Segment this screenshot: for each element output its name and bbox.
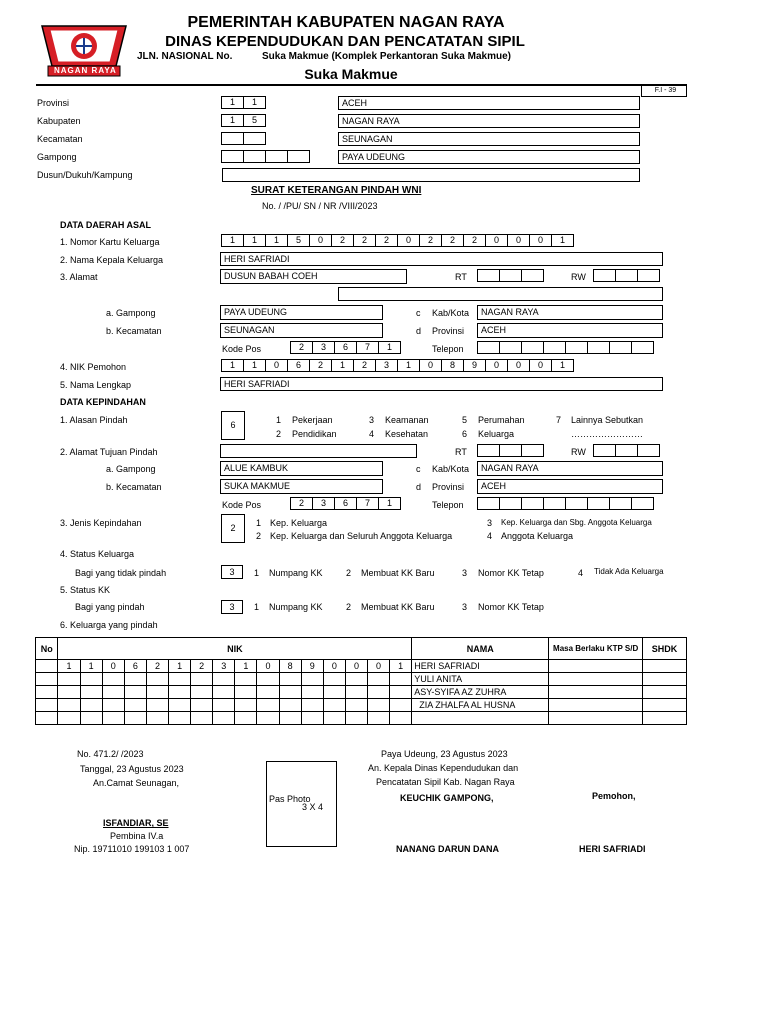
digit-cell: 6 bbox=[334, 497, 357, 510]
tujuan-kodepos bbox=[291, 497, 401, 510]
empty-cell bbox=[323, 712, 345, 725]
nik-digit-cell bbox=[213, 673, 235, 686]
kk-label: 1. Nomor Kartu Keluarga bbox=[60, 237, 160, 247]
status-option-number: 2 bbox=[346, 602, 352, 612]
tidak-pindah-label: Bagi yang tidak pindah bbox=[75, 568, 167, 578]
digit-cell: 2 bbox=[353, 234, 376, 247]
nik-digit-cell: 2 bbox=[146, 660, 168, 673]
nik-digit-cell: 9 bbox=[301, 660, 323, 673]
nik-number bbox=[222, 359, 574, 372]
nik-digit-cell bbox=[279, 673, 301, 686]
empty-cell bbox=[642, 712, 686, 725]
rt-label: RT bbox=[455, 272, 467, 282]
alamat-value: DUSUN BABAH COEH bbox=[220, 269, 407, 284]
asal-telepon-cells bbox=[478, 341, 654, 354]
asal-prov-value: ACEH bbox=[477, 323, 663, 338]
empty-cell bbox=[124, 712, 146, 725]
jenis-value: 2 bbox=[221, 514, 245, 543]
ktp-cell bbox=[549, 686, 643, 699]
nik-digit-cell: 2 bbox=[191, 660, 213, 673]
asal-gampong-value: PAYA UDEUNG bbox=[220, 305, 383, 320]
digit-cell: 2 bbox=[309, 359, 332, 372]
nik-digit-cell bbox=[213, 686, 235, 699]
digit-cell: 1 bbox=[551, 359, 574, 372]
pemohon-name: HERI SAFRIADI bbox=[579, 844, 646, 854]
digit-cell: 2 bbox=[441, 234, 464, 247]
alasan-option-number: 4 bbox=[369, 429, 375, 439]
empty-cell bbox=[36, 712, 58, 725]
nik-digit-cell: 0 bbox=[257, 660, 279, 673]
digit-cell: 1 bbox=[378, 497, 401, 510]
tujuan-label: 2. Alamat Tujuan Pindah bbox=[60, 447, 158, 457]
jenis-opt2: Kep. Keluarga dan Seluruh Anggota Keluarga bbox=[270, 531, 453, 541]
jenis-opt1-n: 1 bbox=[256, 518, 262, 528]
nik-digit-cell bbox=[80, 673, 102, 686]
nik-digit-cell bbox=[213, 699, 235, 712]
digit-cell: 6 bbox=[287, 359, 310, 372]
asal-kab-prefix: c bbox=[416, 308, 421, 318]
digit-cell: 0 bbox=[485, 359, 508, 372]
nik-digit-cell bbox=[368, 673, 390, 686]
nama-cell: ZIA ZHALFA AL HUSNA bbox=[412, 699, 549, 712]
nik-digit-cell bbox=[235, 686, 257, 699]
footer-camat: An.Camat Seunagan, bbox=[93, 778, 180, 788]
tujuan-rt-label: RT bbox=[455, 447, 467, 457]
digit-cell: 0 bbox=[309, 234, 332, 247]
nik-digit-cell bbox=[124, 699, 146, 712]
table-header bbox=[36, 638, 687, 660]
section-pindah: DATA KEPINDAHAN bbox=[60, 397, 146, 407]
digit-cell: 2 bbox=[353, 359, 376, 372]
nik-digit-cell: 6 bbox=[124, 660, 146, 673]
nik-digit-cell bbox=[390, 699, 412, 712]
nik-digit-cell bbox=[390, 673, 412, 686]
digit-cell: 3 bbox=[375, 359, 398, 372]
digit-cell: 0 bbox=[529, 234, 552, 247]
nik-digit-cell: 0 bbox=[323, 660, 345, 673]
nik-digit-cell bbox=[257, 699, 279, 712]
col-no: No bbox=[36, 638, 58, 660]
nik-digit-cell bbox=[169, 699, 191, 712]
nik-digit-cell bbox=[323, 699, 345, 712]
alamat-line2 bbox=[338, 287, 663, 301]
empty-cell bbox=[279, 712, 301, 725]
header-line2: DINAS KEPENDUDUKAN DAN PENCATATAN SIPIL bbox=[165, 33, 525, 50]
status-kk-label: 5. Status KK bbox=[60, 585, 111, 595]
kabupaten-label: Kabupaten bbox=[37, 116, 81, 126]
jenis-opt1: Kep. Keluarga bbox=[270, 518, 328, 528]
col-nama: NAMA bbox=[412, 638, 549, 660]
nik-digit-cell bbox=[301, 699, 323, 712]
asal-kodepos-label: Kode Pos bbox=[222, 344, 262, 354]
nik-digit-cell bbox=[169, 686, 191, 699]
tujuan-kab-prefix: c bbox=[416, 464, 421, 474]
nik-digit-cell bbox=[80, 686, 102, 699]
pas-photo-label: Pas Photo bbox=[269, 794, 311, 804]
nik-digit-cell bbox=[235, 699, 257, 712]
digit-cell: 1 bbox=[331, 359, 354, 372]
gampong-code bbox=[222, 150, 310, 163]
alasan-option-number: 3 bbox=[369, 415, 375, 425]
nik-digit-cell bbox=[301, 673, 323, 686]
shdk-cell bbox=[642, 673, 686, 686]
col-nik: NIK bbox=[58, 638, 412, 660]
status-keluarga-label: 4. Status Keluarga bbox=[60, 549, 135, 559]
nik-digit-cell: 3 bbox=[213, 660, 235, 673]
empty-cell bbox=[549, 712, 643, 725]
digit-cell: 2 bbox=[463, 234, 486, 247]
jenis-label: 3. Jenis Kepindahan bbox=[60, 518, 142, 528]
digit-cell: 2 bbox=[375, 234, 398, 247]
header-address-a: JLN. NASIONAL No. bbox=[137, 51, 233, 62]
footer-an1: An. Kepala Dinas Kependudukan dan bbox=[368, 763, 519, 773]
alasan-option-number: 6 bbox=[462, 429, 468, 439]
col-ktp: Masa Berlaku KTP S/D bbox=[549, 638, 643, 660]
logo bbox=[38, 22, 130, 78]
tujuan-kec-label: b. Kecamatan bbox=[106, 482, 162, 492]
tujuan-rw-label: RW bbox=[571, 447, 586, 457]
gampong-label: Gampong bbox=[37, 152, 77, 162]
logo-text: NAGAN RAYA bbox=[54, 66, 117, 75]
footer-an2: Pencatatan Sipil Kab. Nagan Raya bbox=[376, 777, 515, 787]
nik-digit-cell bbox=[279, 699, 301, 712]
kabupaten-value: NAGAN RAYA bbox=[338, 114, 640, 128]
digit-cell: 0 bbox=[507, 359, 530, 372]
nama-value: HERI SAFRIADI bbox=[220, 377, 663, 391]
keuchik-title: KEUCHIK GAMPONG, bbox=[400, 793, 494, 803]
tujuan-rt-cells bbox=[478, 444, 544, 457]
tujuan-gampong-value: ALUE KAMBUK bbox=[220, 461, 383, 476]
nik-digit-cell bbox=[257, 673, 279, 686]
nik-digit-cell bbox=[323, 673, 345, 686]
keuchik-name: NANANG DARUN DANA bbox=[396, 844, 499, 854]
digit-cell: 7 bbox=[356, 497, 379, 510]
table-row bbox=[36, 699, 687, 712]
alasan-option-number: 1 bbox=[276, 415, 282, 425]
nik-label: 4. NIK Pemohon bbox=[60, 362, 127, 372]
empty-cell bbox=[80, 712, 102, 725]
alamat-label: 3. Alamat bbox=[60, 272, 98, 282]
status-option-label: Membuat KK Baru bbox=[361, 568, 435, 578]
asal-kec-value: SEUNAGAN bbox=[220, 323, 383, 338]
status-option-label: Nomor KK Tetap bbox=[478, 602, 544, 612]
nik-digit-cell bbox=[257, 686, 279, 699]
digit-cell: 2 bbox=[331, 234, 354, 247]
shdk-cell bbox=[642, 686, 686, 699]
keluarga-pindah-label: 6. Keluarga yang pindah bbox=[60, 620, 158, 630]
pas-photo-size: 3 X 4 bbox=[302, 802, 324, 812]
footer-no: No. 471.2/ /2023 bbox=[77, 749, 144, 759]
nik-digit-cell: 1 bbox=[58, 660, 80, 673]
nik-digit-cell bbox=[345, 673, 367, 686]
alasan-option-label: Pendidikan bbox=[292, 429, 337, 439]
yang-pindah-value: 3 bbox=[221, 600, 243, 614]
digit-cell: 0 bbox=[485, 234, 508, 247]
digit-cell: 1 bbox=[551, 234, 574, 247]
nama-label: 5. Nama Lengkap bbox=[60, 380, 132, 390]
nik-digit-cell bbox=[279, 686, 301, 699]
asal-kodepos bbox=[291, 341, 401, 354]
tujuan-prov-prefix: d bbox=[416, 482, 422, 492]
nik-digit-cell: 1 bbox=[169, 660, 191, 673]
status-option-number: 3 bbox=[462, 568, 468, 578]
digit-cell: 0 bbox=[419, 359, 442, 372]
kk-number bbox=[222, 234, 574, 247]
nik-digit-cell: 1 bbox=[80, 660, 102, 673]
dusun-value bbox=[222, 168, 640, 182]
empty-cell bbox=[301, 712, 323, 725]
form-code: F.I - 39 bbox=[641, 84, 687, 97]
nik-digit-cell bbox=[345, 686, 367, 699]
provinsi-value: ACEH bbox=[338, 96, 640, 110]
alasan-option-label: Keluarga bbox=[478, 429, 515, 439]
ktp-cell bbox=[549, 660, 643, 673]
digit-cell: 1 bbox=[221, 359, 244, 372]
asal-gampong-label: a. Gampong bbox=[106, 308, 156, 318]
row-no-cell bbox=[36, 660, 58, 673]
gampong-value: PAYA UDEUNG bbox=[338, 150, 640, 164]
nik-digit-cell bbox=[301, 686, 323, 699]
tujuan-rw-cells bbox=[594, 444, 660, 457]
tujuan-kab-value: NAGAN RAYA bbox=[477, 461, 663, 476]
asal-kec-label: b. Kecamatan bbox=[106, 326, 162, 336]
rt-cells bbox=[478, 269, 544, 282]
digit-cell: 6 bbox=[334, 341, 357, 354]
table-row bbox=[36, 673, 687, 686]
status-option-label: Numpang KK bbox=[269, 602, 323, 612]
tujuan-gampong-label: a. Gampong bbox=[106, 464, 156, 474]
provinsi-label: Provinsi bbox=[37, 98, 70, 108]
nik-digit-cell: 8 bbox=[279, 660, 301, 673]
tujuan-prov-label: Provinsi bbox=[432, 482, 465, 492]
digit-cell: 2 bbox=[290, 341, 313, 354]
header-line1: PEMERINTAH KABUPATEN NAGAN RAYA bbox=[187, 14, 505, 31]
pemohon-title: Pemohon, bbox=[592, 791, 636, 801]
digit-cell: 1 bbox=[221, 234, 244, 247]
empty-cell bbox=[191, 712, 213, 725]
nik-digit-cell bbox=[80, 699, 102, 712]
empty-cell bbox=[412, 712, 549, 725]
status-option-number: 4 bbox=[578, 568, 584, 578]
tujuan-kab-label: Kab/Kota bbox=[432, 464, 470, 474]
digit-cell: 2 bbox=[419, 234, 442, 247]
ktp-cell bbox=[549, 673, 643, 686]
asal-kab-label: Kab/Kota bbox=[432, 308, 470, 318]
nik-digit-cell bbox=[368, 686, 390, 699]
asal-telepon-label: Telepon bbox=[432, 344, 464, 354]
tujuan-telepon-cells bbox=[478, 497, 654, 510]
header-address-b: Suka Makmue (Komplek Perkantoran Suka Makmue) bbox=[262, 51, 511, 62]
digit-cell: 2 bbox=[290, 497, 313, 510]
digit-cell: 3 bbox=[312, 341, 335, 354]
rw-label: RW bbox=[571, 272, 586, 282]
nama-cell: ASY-SYIFA AZ ZUHRA bbox=[412, 686, 549, 699]
nik-digit-cell bbox=[191, 673, 213, 686]
provinsi-code: 1 1 bbox=[222, 96, 266, 109]
empty-cell bbox=[345, 712, 367, 725]
jenis-opt3: Kep. Keluarga dan Sbg. Anggota Keluarga bbox=[501, 518, 652, 527]
nik-digit-cell bbox=[102, 686, 124, 699]
nik-digit-cell bbox=[368, 699, 390, 712]
kepala-value: HERI SAFRIADI bbox=[220, 252, 663, 266]
digit-cell: 7 bbox=[356, 341, 379, 354]
camat-nip: Nip. 19711010 199103 1 007 bbox=[74, 844, 190, 854]
status-option-number: 2 bbox=[346, 568, 352, 578]
empty-cell bbox=[390, 712, 412, 725]
digit-cell: 1 bbox=[397, 359, 420, 372]
nik-digit-cell: 1 bbox=[235, 660, 257, 673]
alasan-option-number: 2 bbox=[276, 429, 282, 439]
alasan-option-label: Kesehatan bbox=[385, 429, 429, 439]
status-option-number: 3 bbox=[462, 602, 468, 612]
empty-cell bbox=[58, 712, 80, 725]
table-row bbox=[36, 686, 687, 699]
nik-digit-cell bbox=[235, 673, 257, 686]
digit-cell: 3 bbox=[312, 497, 335, 510]
alasan-option-label: Keamanan bbox=[385, 415, 429, 425]
nik-digit-cell bbox=[146, 673, 168, 686]
jenis-opt3-n: 3 bbox=[487, 518, 493, 528]
nik-digit-cell bbox=[191, 686, 213, 699]
nik-digit-cell: 0 bbox=[102, 660, 124, 673]
empty-cell bbox=[213, 712, 235, 725]
rw-cells bbox=[594, 269, 660, 282]
alasan-option-label: Perumahan bbox=[478, 415, 525, 425]
tujuan-kec-value: SUKA MAKMUE bbox=[220, 479, 383, 494]
tujuan-prov-value: ACEH bbox=[477, 479, 663, 494]
kecamatan-label: Kecamatan bbox=[37, 134, 83, 144]
row-no-cell bbox=[36, 699, 58, 712]
status-option-number: 1 bbox=[254, 568, 260, 578]
status-option-label: Nomor KK Tetap bbox=[478, 568, 544, 578]
kabupaten-code: 1 5 bbox=[222, 114, 266, 127]
digit-cell: 1 bbox=[265, 234, 288, 247]
nik-digit-cell bbox=[58, 699, 80, 712]
nik-digit-cell bbox=[169, 673, 191, 686]
empty-cell bbox=[146, 712, 168, 725]
jenis-opt4-n: 4 bbox=[487, 531, 493, 541]
empty-cell bbox=[257, 712, 279, 725]
alasan-value: 6 bbox=[221, 411, 245, 440]
camat-pangkat: Pembina IV.a bbox=[110, 831, 164, 841]
nik-digit-cell bbox=[102, 673, 124, 686]
shdk-cell bbox=[642, 660, 686, 673]
alasan-option-label: Lainnya Sebutkan bbox=[571, 415, 644, 425]
digit-cell: 0 bbox=[529, 359, 552, 372]
empty-cell bbox=[102, 712, 124, 725]
nik-digit-cell bbox=[345, 699, 367, 712]
header-divider bbox=[36, 84, 686, 86]
alasan-option-number: 7 bbox=[556, 415, 562, 425]
kecamatan-value: SEUNAGAN bbox=[338, 132, 640, 146]
alasan-option-label: Pekerjaan bbox=[292, 415, 333, 425]
digit-cell: 0 bbox=[507, 234, 530, 247]
jenis-opt4: Anggota Keluarga bbox=[501, 531, 574, 541]
status-option-label: Tidak Ada Keluarga bbox=[594, 567, 664, 576]
header-line4: Suka Makmue bbox=[304, 66, 398, 82]
keluarga-table bbox=[35, 637, 687, 725]
row-no-cell bbox=[36, 673, 58, 686]
tujuan-value bbox=[220, 444, 417, 458]
yang-pindah-label: Bagi yang pindah bbox=[75, 602, 145, 612]
dusun-label: Dusun/Dukuh/Kampung bbox=[37, 170, 133, 180]
digit-cell: 8 bbox=[441, 359, 464, 372]
alasan-option-label: …………………… bbox=[571, 429, 643, 439]
digit-cell: 1 bbox=[243, 234, 266, 247]
col-shdk: SHDK bbox=[642, 638, 686, 660]
form-title: SURAT KETERANGAN PINDAH WNI bbox=[251, 185, 422, 196]
ktp-cell bbox=[549, 699, 643, 712]
empty-cell bbox=[235, 712, 257, 725]
footer-place-date: Paya Udeung, 23 Agustus 2023 bbox=[381, 749, 508, 759]
row-no-cell bbox=[36, 686, 58, 699]
nik-digit-cell bbox=[146, 686, 168, 699]
asal-prov-prefix: d bbox=[416, 326, 422, 336]
footer-tanggal: Tanggal, 23 Agustus 2023 bbox=[80, 764, 184, 774]
kecamatan-code bbox=[222, 132, 266, 145]
nama-cell: YULI ANITA bbox=[412, 673, 549, 686]
nik-digit-cell bbox=[191, 699, 213, 712]
digit-cell: 0 bbox=[265, 359, 288, 372]
nik-digit-cell bbox=[124, 673, 146, 686]
status-option-label: Membuat KK Baru bbox=[361, 602, 435, 612]
table-row bbox=[36, 712, 687, 725]
section-asal: DATA DAERAH ASAL bbox=[60, 220, 151, 230]
nik-digit-cell bbox=[58, 673, 80, 686]
tidak-pindah-value: 3 bbox=[221, 565, 243, 579]
status-option-label: Numpang KK bbox=[269, 568, 323, 578]
jenis-opt2-n: 2 bbox=[256, 531, 262, 541]
nik-digit-cell: 0 bbox=[368, 660, 390, 673]
camat-name: ISFANDIAR, SE bbox=[103, 818, 169, 828]
digit-cell: 5 bbox=[287, 234, 310, 247]
nik-digit-cell bbox=[323, 686, 345, 699]
tujuan-telepon-label: Telepon bbox=[432, 500, 464, 510]
kepala-label: 2. Nama Kepala Keluarga bbox=[60, 255, 164, 265]
empty-cell bbox=[169, 712, 191, 725]
nik-digit-cell bbox=[124, 686, 146, 699]
nik-digit-cell: 1 bbox=[390, 660, 412, 673]
table-row bbox=[36, 660, 687, 673]
empty-cell bbox=[368, 712, 390, 725]
alasan-label: 1. Alasan Pindah bbox=[60, 415, 128, 425]
nama-cell: HERI SAFRIADI bbox=[412, 660, 549, 673]
nik-digit-cell: 0 bbox=[345, 660, 367, 673]
tujuan-kodepos-label: Kode Pos bbox=[222, 500, 262, 510]
nik-digit-cell bbox=[58, 686, 80, 699]
digit-cell: 1 bbox=[243, 359, 266, 372]
nik-digit-cell bbox=[102, 699, 124, 712]
form-number: No. / /PU/ SN / NR /VIII/2023 bbox=[262, 201, 378, 211]
asal-prov-label: Provinsi bbox=[432, 326, 465, 336]
nik-digit-cell bbox=[390, 686, 412, 699]
alasan-option-number: 5 bbox=[462, 415, 468, 425]
status-option-number: 1 bbox=[254, 602, 260, 612]
shdk-cell bbox=[642, 699, 686, 712]
digit-cell: 1 bbox=[378, 341, 401, 354]
digit-cell: 9 bbox=[463, 359, 486, 372]
digit-cell: 0 bbox=[397, 234, 420, 247]
nik-digit-cell bbox=[146, 699, 168, 712]
asal-kab-value: NAGAN RAYA bbox=[477, 305, 663, 320]
